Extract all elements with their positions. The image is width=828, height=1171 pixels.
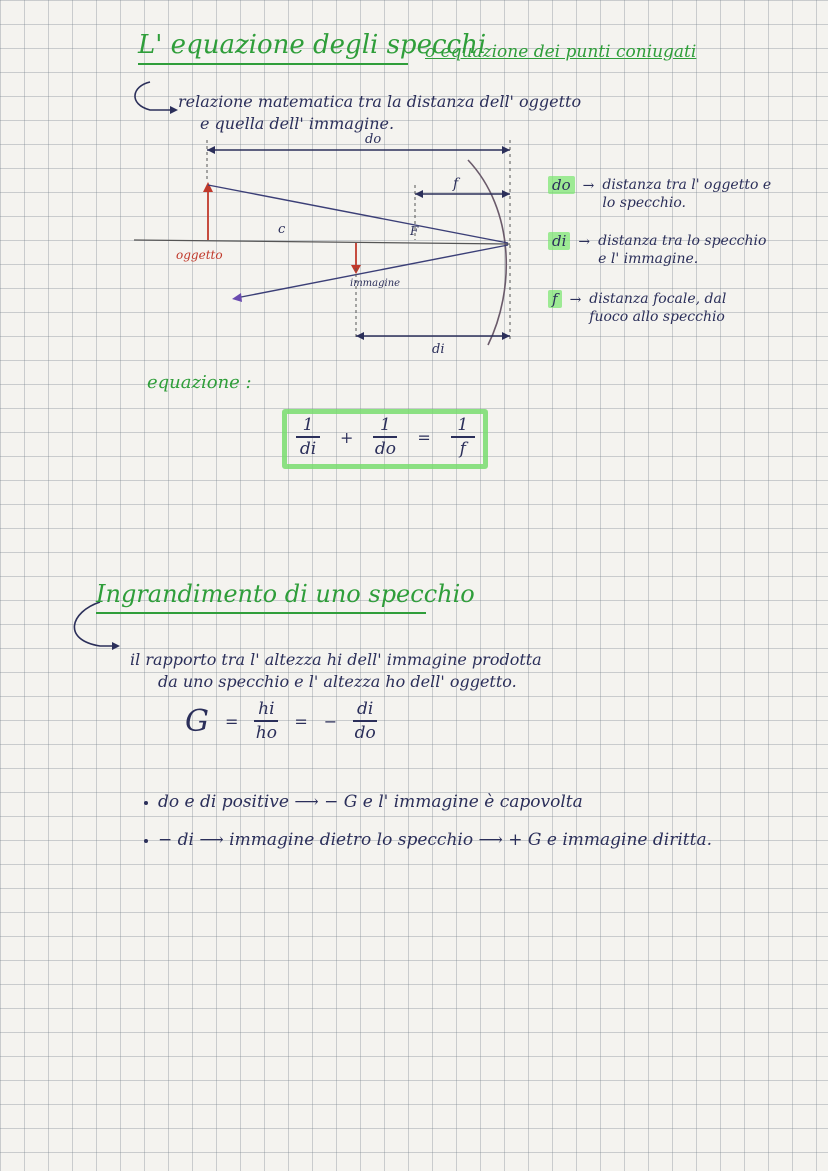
fraction-di-over-do: $\frac{di}{do}$ [354, 699, 376, 743]
label-focus: F [410, 224, 419, 238]
label-di: di [432, 342, 445, 357]
principal-axis [134, 240, 510, 244]
mirror-equation [296, 416, 475, 458]
arrow-right-icon: → [569, 292, 582, 308]
arrow-right-icon [502, 190, 510, 198]
label-do: do [365, 132, 382, 147]
fraction-hi-over-ho: $\frac{hi}{ho}$ [255, 699, 277, 743]
legend-item-di [548, 232, 778, 268]
legend-text: distanza focale, dal fuoco allo specchio [589, 291, 727, 325]
object-arrow-head-icon [203, 182, 213, 192]
equation-label: equazione : [147, 372, 252, 393]
bullet-dot-icon [144, 801, 148, 805]
legend-item-f [548, 290, 769, 326]
bullet-item-2: − di ⟶ immagine dietro lo specchio ⟶ + G e immagine diritta. [144, 830, 712, 850]
minus-sign: − [323, 711, 338, 731]
bullet-dot-icon [144, 839, 148, 843]
arrow-right-icon [502, 332, 510, 340]
section2-title: Ingrandimento di uno specchio [96, 580, 475, 608]
legend-text: distanza tra lo specchio e l' immagine. [598, 233, 767, 267]
legend-text: distanza tra l' oggetto e lo specchio. [602, 177, 772, 211]
arrow-right-icon [502, 146, 510, 154]
arrow-head-icon [170, 106, 178, 114]
arrow-right-icon: → [582, 178, 595, 194]
label-f: f [453, 176, 459, 192]
magnification-definition-line-1: il rapporto tra l' altezza hi dell' immagine prodotta [130, 650, 542, 669]
magnification-definition-line-2: da uno specchio e l' altezza ho dell' oggetto. [158, 672, 517, 691]
arrow-left-icon [207, 146, 215, 154]
formula-g: G [185, 703, 209, 739]
curved-arrow-icon [74, 602, 112, 646]
concave-mirror [468, 160, 506, 345]
arrow-left-icon [415, 190, 423, 198]
title-underline [96, 612, 426, 614]
bullet-item-1: do e di positive ⟶ − G e l' immagine è capovolta [144, 792, 583, 812]
fraction-1-over-f: $\frac{1}{f}$ [451, 416, 475, 458]
label-c: c [278, 222, 286, 237]
legend-term: di [548, 232, 570, 250]
fraction-1-over-do: $\frac{1}{do}$ [374, 415, 396, 459]
arrow-left-icon [356, 332, 364, 340]
magnification-formula [185, 700, 377, 742]
section1-subtitle: o equazione dei punti coniugati [425, 42, 697, 62]
arrow-right-icon: → [578, 234, 591, 250]
section1-title: L' equazione degli specchi [138, 30, 487, 60]
label-immagine: immagine [350, 278, 401, 289]
definition-line-1: relazione matematica tra la distanza dell' oggetto [178, 92, 582, 111]
definition-line-2: e quella dell' immagine. [200, 114, 395, 133]
legend-term: f [548, 290, 562, 308]
curved-arrow-icon [135, 82, 170, 110]
fraction-1-over-di: $\frac{1}{di}$ [296, 416, 320, 458]
label-oggetto: oggetto [176, 248, 223, 262]
ray-arrow-head-icon [232, 293, 242, 302]
plus-sign: + [340, 427, 354, 447]
legend-item-do [548, 176, 782, 212]
equals-sign: = [224, 711, 239, 731]
equals-sign: = [417, 427, 431, 447]
arrow-head-icon [112, 642, 120, 650]
reflected-ray [236, 245, 508, 298]
legend-term: do [548, 176, 575, 194]
equals-sign: = [294, 711, 308, 731]
